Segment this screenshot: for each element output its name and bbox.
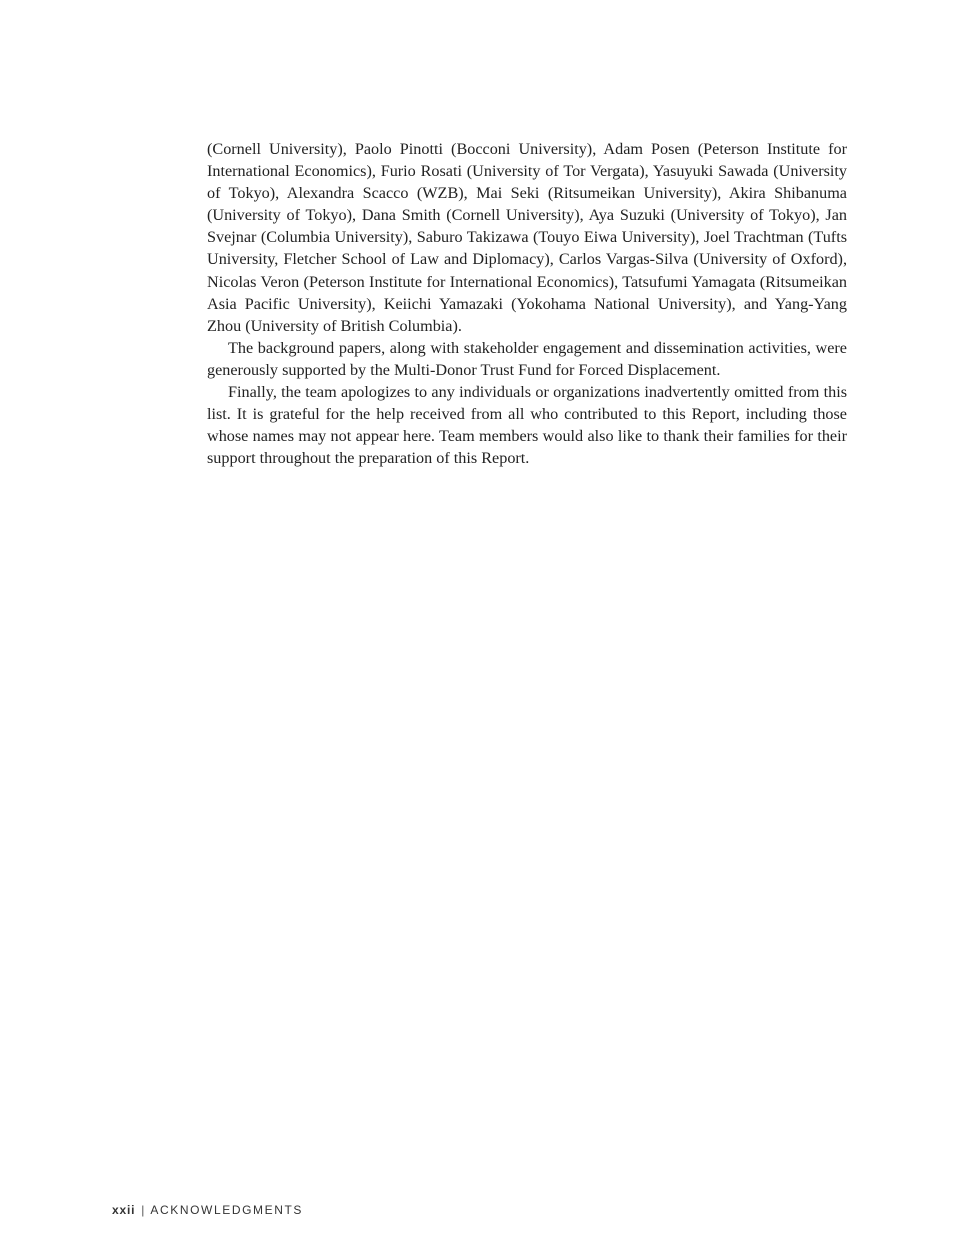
page-footer bbox=[112, 1202, 303, 1218]
page-number: xxii bbox=[112, 1203, 136, 1217]
paragraph-background-papers: The background papers, along with stakeholder engagement and dissemination activities, were generously supported by the Multi-Donor Trust Fund for Forced Displacement. bbox=[207, 338, 847, 379]
body-text bbox=[207, 138, 847, 469]
section-title: ACKNOWLEDGMENTS bbox=[150, 1203, 304, 1217]
paragraph-acknowledgment-list: (Cornell University), Paolo Pinotti (Bocconi University), Adam Posen (Peterson Institute for International Economics), Furio Rosati (University of Tor Vergata), Yasuyuki Sawada (University of Tokyo), Alexandra Scacco (WZB), Mai Seki (Ritsumeikan University), Akira Shibanuma (University of Tokyo), Dana Smith (Cornell University), Aya Suzuki (University of Tokyo), Jan Svejnar (Columbia University), Saburo Takizawa (Touyo Eiwa University), Joel Trachtman (Tufts University, Fletcher School of Law and Diplomacy), Carlos Vargas-Silva (University of Oxford), Nicolas Veron (Peterson Institute for International Economics), Tatsufumi Yamagata (Ritsumeikan Asia Pacific University), Keiichi Yamazaki (Yokohama National University), and Yang-Yang Zhou (University of British Columbia). bbox=[207, 140, 847, 335]
footer-separator: | bbox=[141, 1203, 145, 1217]
paragraph-closing: Finally, the team apologizes to any individuals or organizations inadvertently omitted from this list. It is grateful for the help received from all who contributed to this Report, including those whose names may not appear here. Team members would also like to thank their families for their support throughout the preparation of this Report. bbox=[207, 383, 847, 468]
